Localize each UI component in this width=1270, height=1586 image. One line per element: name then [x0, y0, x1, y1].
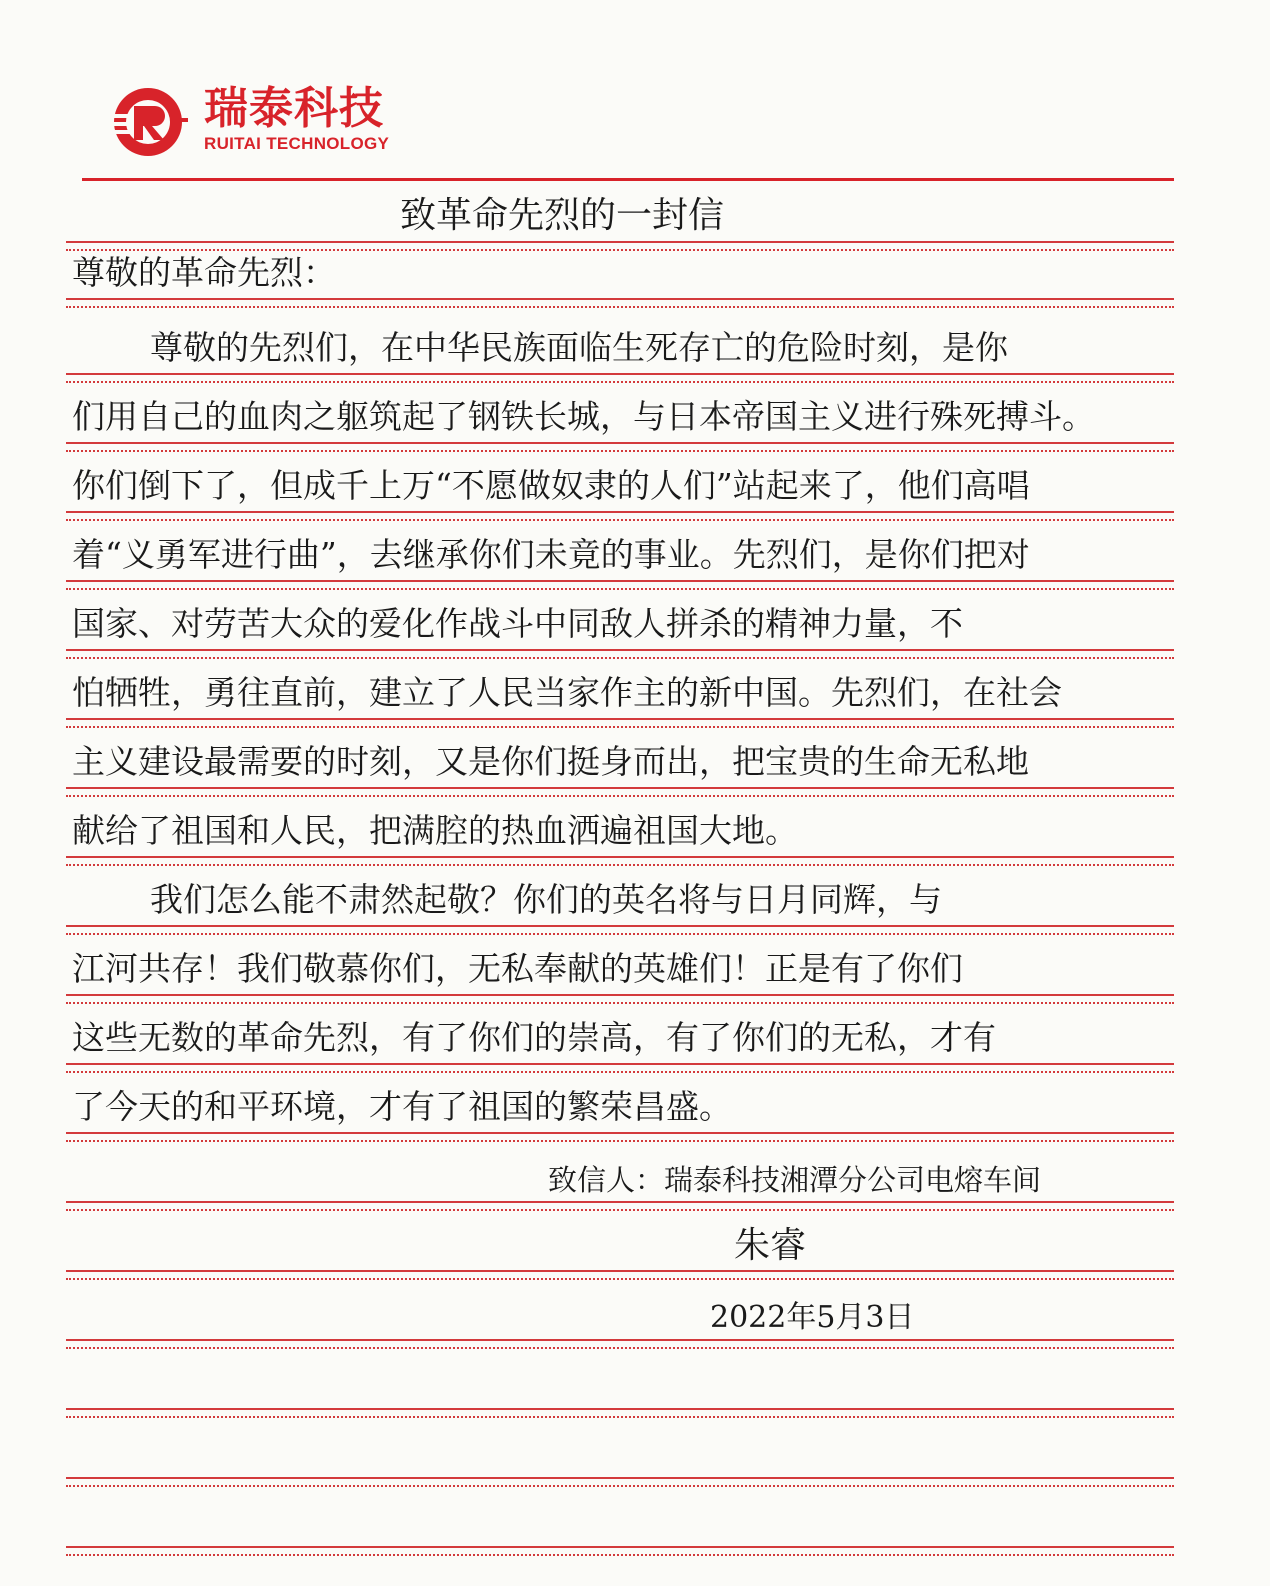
ruled-line	[66, 1339, 1174, 1341]
ruled-line	[66, 1408, 1174, 1410]
paragraph-1-line: 献给了祖国和人民，把满腔的热血洒遍祖国大地。	[72, 811, 798, 850]
paragraph-1-line: 主义建设最需要的时刻，又是你们挺身而出，把宝贵的生命无私地	[72, 742, 1029, 781]
paragraph-2-line: 江河共存！我们敬慕你们，无私奉献的英雄们！正是有了你们	[72, 949, 963, 988]
paragraph-1-line: 你们倒下了，但成千上万“不愿做奴隶的人们”站起来了，他们高唱	[72, 466, 1030, 505]
brand-name-english: RUITAI TECHNOLOGY	[204, 134, 390, 153]
paragraph-1-line: 们用自己的血肉之躯筑起了钢铁长城，与日本帝国主义进行殊死搏斗。	[72, 397, 1095, 436]
signer-name: 朱睿	[734, 1226, 807, 1266]
paragraph-1-line: 国家、对劳苦大众的爱化作战斗中同敌人拼杀的精神力量，不	[72, 604, 963, 643]
ruled-line-dotted	[66, 1002, 1174, 1004]
letter-date: 2022年5月3日	[710, 1300, 915, 1335]
ruled-line	[66, 511, 1174, 513]
ruled-line-dotted	[66, 1416, 1174, 1418]
ruled-line-dotted	[66, 1485, 1174, 1487]
ruled-line	[66, 925, 1174, 927]
brand-name-chinese: 瑞泰科技	[204, 83, 384, 134]
ruled-line-dotted	[66, 1209, 1174, 1211]
ruitai-r-logo-icon	[108, 84, 192, 160]
ruled-line-dotted	[66, 1554, 1174, 1556]
paragraph-2-line: 这些无数的革命先烈，有了你们的崇高，有了你们的无私，才有	[72, 1018, 996, 1057]
letterhead	[108, 76, 428, 166]
ruled-line-dotted	[66, 795, 1174, 797]
ruled-line-dotted	[66, 588, 1174, 590]
ruled-line	[66, 1477, 1174, 1479]
salutation: 尊敬的革命先烈：	[72, 253, 336, 292]
ruled-line	[66, 442, 1174, 444]
ruled-line-dotted	[66, 306, 1174, 308]
ruled-line	[66, 1546, 1174, 1548]
ruled-line	[66, 994, 1174, 996]
ruled-line-dotted	[66, 381, 1174, 383]
ruled-line	[66, 298, 1174, 300]
ruled-line-dotted	[66, 519, 1174, 521]
paragraph-1-line: 着“义勇军进行曲”，去继承你们未竟的事业。先烈们，是你们把对	[72, 535, 1030, 574]
paragraph-2-line: 了今天的和平环境，才有了祖国的繁荣昌盛。	[72, 1087, 732, 1126]
ruled-line-dotted	[66, 657, 1174, 659]
ruled-line	[66, 856, 1174, 858]
ruled-line	[66, 580, 1174, 582]
ruled-line-dotted	[66, 726, 1174, 728]
ruled-line	[66, 649, 1174, 651]
ruled-line	[66, 718, 1174, 720]
ruled-line-dotted	[66, 1140, 1174, 1142]
ruled-line	[66, 1132, 1174, 1134]
paragraph-2-line: 我们怎么能不肃然起敬？你们的英名将与日月同辉，与	[150, 880, 942, 919]
ruled-line	[66, 1063, 1174, 1065]
ruled-line-dotted	[66, 450, 1174, 452]
ruled-line-dotted	[66, 1347, 1174, 1349]
ruled-line	[66, 787, 1174, 789]
ruled-line-dotted	[66, 933, 1174, 935]
ruled-line-dotted	[66, 1278, 1174, 1280]
ruled-line	[66, 1270, 1174, 1272]
paragraph-1-line: 怕牺牲，勇往直前，建立了人民当家作主的新中国。先烈们，在社会	[72, 673, 1062, 712]
ruled-line	[66, 1201, 1174, 1203]
ruled-line	[66, 373, 1174, 375]
header-rule	[82, 178, 1174, 181]
signer-label: 致信人：瑞泰科技湘潭分公司电熔车间	[548, 1163, 1042, 1197]
ruled-line-dotted	[66, 1071, 1174, 1073]
ruled-line	[66, 241, 1174, 243]
paragraph-1-line: 尊敬的先烈们，在中华民族面临生死存亡的危险时刻，是你	[150, 328, 1008, 367]
letter-title: 致革命先烈的一封信	[400, 196, 725, 236]
ruled-line-dotted	[66, 864, 1174, 866]
ruled-line-dotted	[66, 249, 1174, 251]
